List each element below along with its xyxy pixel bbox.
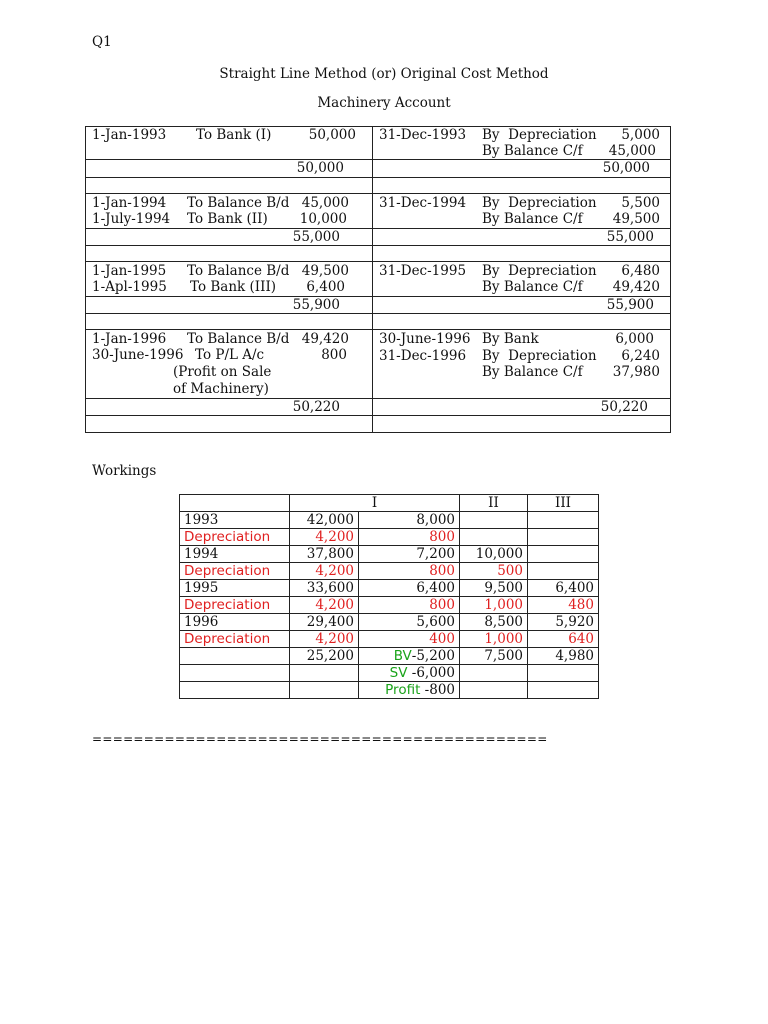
ledger-amount: 800 xyxy=(321,347,347,363)
ledger-date: 31-Dec-1993 xyxy=(379,127,467,143)
table-cell: 640 xyxy=(528,631,599,648)
book-value-cell xyxy=(359,648,460,665)
ledger-rule xyxy=(86,329,670,330)
ledger-rule xyxy=(86,415,670,416)
ledger-particular: By Balance C/f xyxy=(482,364,583,380)
ledger-total: 50,220 xyxy=(292,399,340,415)
ledger-particular: To Bank (III) xyxy=(190,279,277,295)
table-cell: 4,200 xyxy=(290,563,359,580)
ledger-amount: 45,000 xyxy=(301,195,349,211)
table-row xyxy=(180,580,599,597)
ledger-amount: 6,240 xyxy=(621,348,660,364)
ledger-particular: By Balance C/f xyxy=(482,143,583,159)
ledger-date: 1-Jan-1995 xyxy=(92,263,167,279)
workings-table xyxy=(179,494,599,699)
table-cell: 7,200 xyxy=(359,546,460,563)
year-label: 1994 xyxy=(180,546,290,563)
ledger-total: 50,220 xyxy=(600,399,648,415)
ledger-rule xyxy=(86,296,670,297)
table-header-row xyxy=(180,495,599,512)
ledger-amount: 49,420 xyxy=(301,331,349,347)
ledger-amount: 45,000 xyxy=(608,143,656,159)
ledger-amount: 6,480 xyxy=(621,263,660,279)
year-label: 1995 xyxy=(180,580,290,597)
table-cell: 9,500 xyxy=(460,580,528,597)
table-cell xyxy=(180,665,290,682)
ledger-total: 50,000 xyxy=(602,160,650,176)
table-cell: 4,200 xyxy=(290,631,359,648)
table-row xyxy=(180,512,599,529)
table-cell: 800 xyxy=(359,529,460,546)
ledger-date: 1-Jan-1994 xyxy=(92,195,167,211)
profit-cell xyxy=(359,682,460,699)
table-cell: 1,000 xyxy=(460,631,528,648)
table-cell: 480 xyxy=(528,597,599,614)
ledger-particular: By Balance C/f xyxy=(482,211,583,227)
ledger-total: 50,000 xyxy=(296,160,344,176)
ledger-amount: 6,400 xyxy=(306,279,345,295)
profit-label: Profit xyxy=(385,682,421,698)
ledger-date: 1-Apl-1995 xyxy=(92,279,167,295)
ledger-total: 55,900 xyxy=(292,297,340,313)
sv-label: SV xyxy=(389,665,408,681)
table-cell: 7,500 xyxy=(460,648,528,665)
table-row xyxy=(180,614,599,631)
ledger-amount: 10,000 xyxy=(299,211,347,227)
ledger-amount: 6,000 xyxy=(615,331,654,347)
ledger-amount: 5,000 xyxy=(621,127,660,143)
table-cell: 4,200 xyxy=(290,529,359,546)
table-cell xyxy=(460,665,528,682)
table-cell: 8,500 xyxy=(460,614,528,631)
table-cell: 400 xyxy=(359,631,460,648)
table-cell: 37,800 xyxy=(290,546,359,563)
table-cell: 500 xyxy=(460,563,528,580)
table-row xyxy=(180,682,599,699)
page-title: Straight Line Method (or) Original Cost Method xyxy=(219,66,549,82)
table-cell xyxy=(290,665,359,682)
ledger-particular: By Depreciation xyxy=(482,195,597,211)
ledger-date: 30-June-1996 xyxy=(92,347,184,363)
table-cell: 29,400 xyxy=(290,614,359,631)
ledger-total: 55,900 xyxy=(606,297,654,313)
table-cell xyxy=(528,546,599,563)
ledger-date: 31-Dec-1996 xyxy=(379,348,467,364)
table-cell xyxy=(460,512,528,529)
table-header: II xyxy=(460,495,528,512)
table-cell xyxy=(528,563,599,580)
ledger-particular: By Depreciation xyxy=(482,127,597,143)
table-row xyxy=(180,631,599,648)
ledger-rule xyxy=(86,177,670,178)
bv-value: -5,200 xyxy=(411,648,455,664)
table-cell: 800 xyxy=(359,597,460,614)
machinery-account-ledger xyxy=(85,126,671,433)
table-cell: 42,000 xyxy=(290,512,359,529)
ledger-date: 30-June-1996 xyxy=(379,331,471,347)
table-cell: 1,000 xyxy=(460,597,528,614)
ledger-rule xyxy=(86,245,670,246)
ledger-amount: 49,500 xyxy=(301,263,349,279)
ledger-amount: 5,500 xyxy=(621,195,660,211)
ledger-divider xyxy=(372,127,373,432)
depreciation-label: Depreciation xyxy=(180,529,290,546)
account-title: Machinery Account xyxy=(317,95,451,111)
table-cell xyxy=(180,682,290,699)
table-cell xyxy=(528,512,599,529)
ledger-rule xyxy=(86,313,670,314)
ledger-rule xyxy=(86,228,670,229)
ledger-rule xyxy=(86,193,670,194)
table-cell xyxy=(528,665,599,682)
year-label: 1993 xyxy=(180,512,290,529)
table-cell: 10,000 xyxy=(460,546,528,563)
table-cell: 4,980 xyxy=(528,648,599,665)
table-row xyxy=(180,546,599,563)
table-cell xyxy=(460,529,528,546)
table-cell: 5,600 xyxy=(359,614,460,631)
depreciation-label: Depreciation xyxy=(180,597,290,614)
separator-line: ============================================ xyxy=(92,732,548,746)
ledger-amount: 50,000 xyxy=(308,127,356,143)
sale-value-cell xyxy=(359,665,460,682)
bv-label: BV xyxy=(393,648,412,664)
ledger-particular: To Balance B/d xyxy=(187,263,290,279)
table-row xyxy=(180,665,599,682)
ledger-particular: To P/L A/c xyxy=(195,347,265,363)
ledger-particular: To Bank (II) xyxy=(187,211,268,227)
table-cell xyxy=(528,682,599,699)
table-cell xyxy=(528,529,599,546)
depreciation-label: Depreciation xyxy=(180,563,290,580)
ledger-amount: 37,980 xyxy=(612,364,660,380)
ledger-date: 1-Jan-1996 xyxy=(92,331,167,347)
sv-value: -6,000 xyxy=(407,665,455,681)
ledger-note: (Profit on Sale xyxy=(173,364,272,380)
ledger-particular: To Bank (I) xyxy=(196,127,272,143)
ledger-amount: 49,500 xyxy=(612,211,660,227)
table-header: III xyxy=(528,495,599,512)
table-header: I xyxy=(290,495,460,512)
ledger-particular: By Bank xyxy=(482,331,539,347)
ledger-date: 1-July-1994 xyxy=(92,211,171,227)
ledger-date: 31-Dec-1994 xyxy=(379,195,467,211)
profit-value: -800 xyxy=(420,682,455,698)
table-header xyxy=(180,495,290,512)
table-cell: 25,200 xyxy=(290,648,359,665)
table-cell: 8,000 xyxy=(359,512,460,529)
ledger-amount: 49,420 xyxy=(612,279,660,295)
table-row xyxy=(180,563,599,580)
ledger-date: 31-Dec-1995 xyxy=(379,263,467,279)
ledger-particular: By Depreciation xyxy=(482,348,597,364)
ledger-date: 1-Jan-1993 xyxy=(92,127,167,143)
table-cell: 4,200 xyxy=(290,597,359,614)
question-number: Q1 xyxy=(92,34,112,50)
year-label: 1996 xyxy=(180,614,290,631)
ledger-total: 55,000 xyxy=(606,229,654,245)
table-cell xyxy=(290,682,359,699)
table-cell: 800 xyxy=(359,563,460,580)
ledger-rule xyxy=(86,261,670,262)
ledger-particular: By Balance C/f xyxy=(482,279,583,295)
table-cell: 6,400 xyxy=(359,580,460,597)
table-cell xyxy=(460,682,528,699)
ledger-particular: By Depreciation xyxy=(482,263,597,279)
ledger-particular: To Balance B/d xyxy=(187,331,290,347)
table-row xyxy=(180,597,599,614)
ledger-total: 55,000 xyxy=(292,229,340,245)
table-cell: 6,400 xyxy=(528,580,599,597)
table-row xyxy=(180,529,599,546)
workings-label: Workings xyxy=(92,463,157,479)
ledger-note: of Machinery) xyxy=(173,381,269,397)
table-cell xyxy=(180,648,290,665)
table-row xyxy=(180,648,599,665)
table-cell: 33,600 xyxy=(290,580,359,597)
depreciation-label: Depreciation xyxy=(180,631,290,648)
table-cell: 5,920 xyxy=(528,614,599,631)
ledger-particular: To Balance B/d xyxy=(187,195,290,211)
